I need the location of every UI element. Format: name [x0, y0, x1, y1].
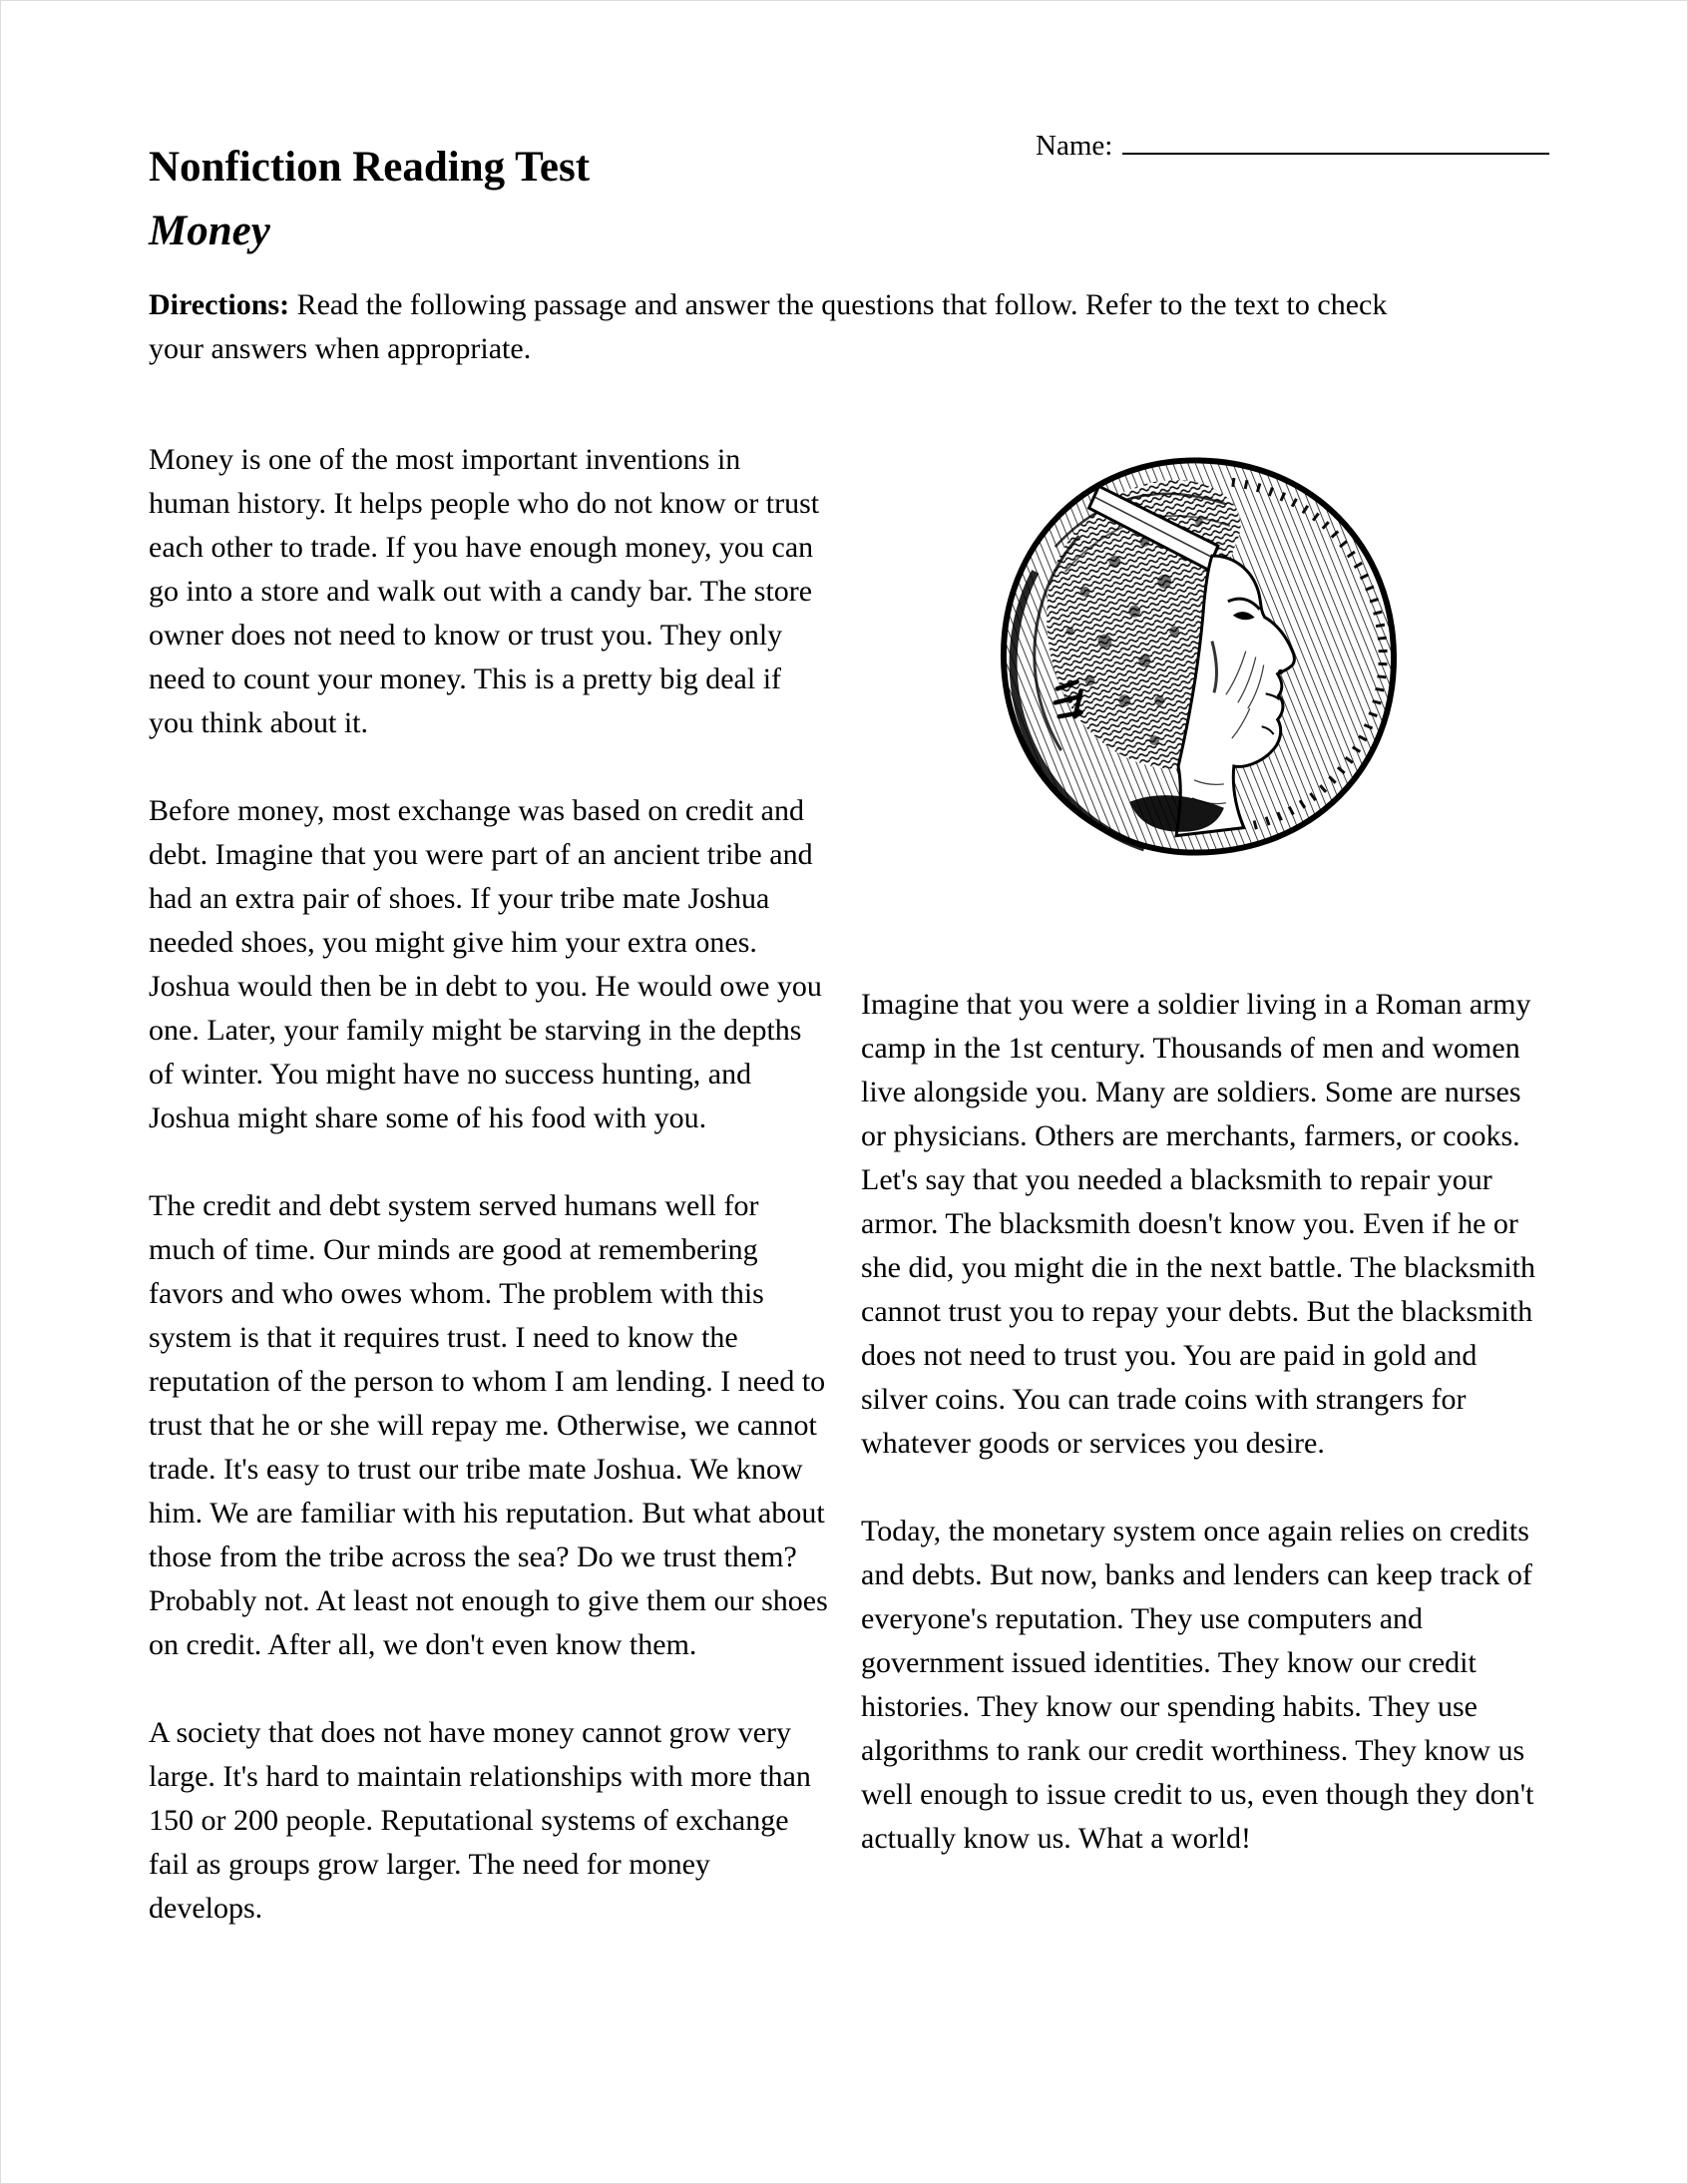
directions: [149, 283, 1416, 371]
right-column: [861, 438, 1537, 1974]
page-title: Nonfiction Reading Test: [149, 144, 591, 191]
coin-illustration: [861, 438, 1537, 983]
paragraph-1: Money is one of the most important inventions in human history. It helps people who do not know or trust each other to trade. If you have enough money, you can go into a store and walk out with a candy bar. The store owner does not need to know or trust you. They only need to count your money. This is a pretty big deal if you think about it.: [149, 443, 820, 739]
ancient-coin-engraving-icon: [996, 452, 1403, 860]
paragraph-5: Imagine that you were a soldier living in a Roman army camp in the 1st century. Thousands of men and women live alongside you. Many are soldiers. Some are nurses or physicians. Others are merchants, farmers, or cooks. Let's say that you needed a blacksmith to repair your armor. The blacksmith doesn't know you. Even if he or she did, you might die in the next battle. The blacksmith cannot trust you to repay your debts. But the blacksmith does not need to trust you. You are paid in gold and silver coins. You can trade coins with strangers for whatever goods or services you desire.: [861, 988, 1535, 1460]
page-subtitle: Money: [149, 208, 270, 254]
paragraph-2: Before money, most exchange was based on credit and debt. Imagine that you were part of an ancient tribe and had an extra pair of shoes. If your tribe mate Joshua needed shoes, you might give him your extra ones. Joshua would then be in debt to you. He would owe you one. Later, your family might be starving in the depths of winter. You might have no success hunting, and Joshua might share some of his food with you.: [149, 794, 822, 1134]
paragraph-4: A society that does not have money cannot grow very large. It's hard to maintain relationships with more than 150 or 200 people. Reputational systems of exchange fail as groups grow larger. The need for money develops.: [149, 1716, 811, 1925]
left-column: [149, 438, 829, 1974]
name-row: [1036, 119, 1549, 163]
name-label: Name:: [1036, 130, 1113, 162]
directions-text: Read the following passage and answer the questions that follow. Refer to the text to check your answers when appropriate.: [149, 288, 1388, 365]
coin-face-group: [996, 453, 1403, 860]
directions-label: Directions:: [149, 288, 290, 321]
passage-columns: [149, 438, 1537, 1974]
name-blank-line[interactable]: [1122, 119, 1549, 155]
paragraph-3: The credit and debt system served humans well for much of time. Our minds are good at remembering favors and who owes whom. The problem with this system is that it requires trust. I need to know the reputation of the person to whom I am lending. I need to trust that he or she will repay me. Otherwise, we cannot trade. It's easy to trust our tribe mate Joshua. We know him. We are familiar with his reputation. But what about those from the tribe across the sea? Do we trust them? Probably not. At least not enough to give them our shoes on credit. After all, we don't even know them.: [149, 1189, 828, 1661]
paragraph-6: Today, the monetary system once again relies on credits and debts. But now, banks and lenders can keep track of everyone's reputation. They use computers and government issued identities. They know our credit histories. They know our spending habits. They use algorithms to rank our credit worthiness. They know us well enough to issue credit to us, even though they don't actually know us. What a world!: [861, 1515, 1534, 1855]
